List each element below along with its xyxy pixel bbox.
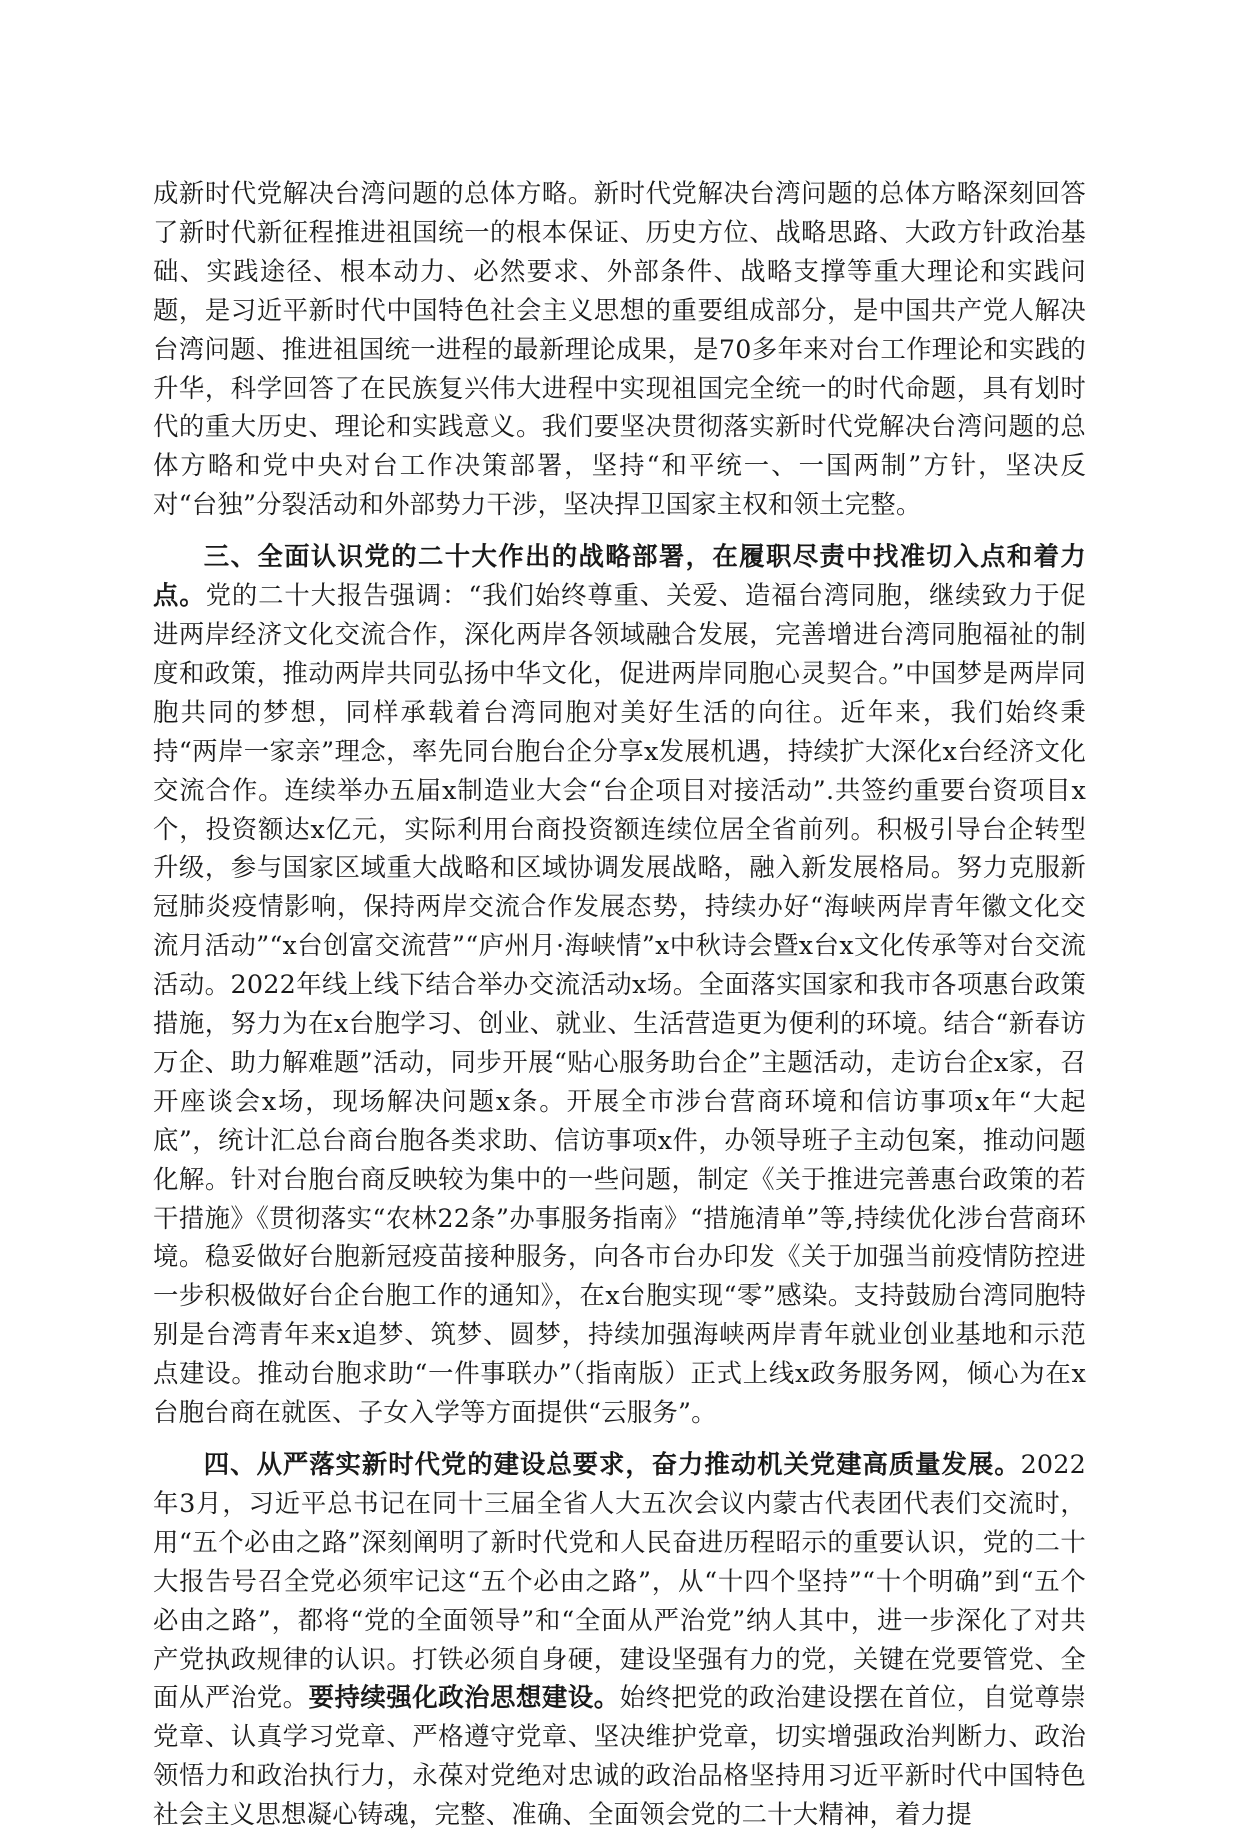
paragraph-text: 始终把党的政治建设摆在首位，自觉尊崇党章、认真学习党章、严格遵守党章、坚决维护党章，切实增强政治判断力、政治领悟力和政治执行力，永葆对党绝对忠诚的政治品格坚持用习近平新时代中国特色社会主义思想凝心铸魂，完整、准确、全面领会党的二十大精神，着力提 xyxy=(153,1682,1086,1830)
paragraph-section-three xyxy=(153,537,1086,1432)
paragraph-section-four xyxy=(153,1445,1086,1834)
paragraph-text: 成新时代党解决台湾问题的总体方略。新时代党解决台湾问题的总体方略深刻回答了新时代新征程推进祖国统一的根本保证、历史方位、战略思路、大政方针政治基础、实践途径、根本动力、必然要求、外部条件、战略支撑等重大理论和实践问题，是习近平新时代中国特色社会主义思想的重要组成部分，是中国共产党人解决台湾问题、推进祖国统一进程的最新理论成果，是70多年来对台工作理论和实践的升华，科学回答了在民族复兴伟大进程中实现祖国完全统一的时代命题，具有划时代的重大历史、理论和实践意义。我们要坚决贯彻落实新时代党解决台湾问题的总体方略和党中央对台工作决策部署，坚持“和平统一、一国两制”方针，坚决反对“台独”分裂活动和外部势力干涉，坚决捍卫国家主权和领土完整。 xyxy=(153,178,1086,520)
section-heading: 三、全面认识党的二十大作出的战略部署，在履职尽责中找准切入点和着力点。 xyxy=(153,541,1086,611)
sub-heading: 要持续强化政治思想建设。 xyxy=(308,1682,620,1713)
paragraph-text: 2022年3月，习近平总书记在同十三届全省人大五次会议内蒙古代表团代表们交流时，用“五个必由之路”深刻阐明了新时代党和人民奋进历程昭示的重要认识，党的二十大报告号召全党必须牢记这“五个必由之路”，从“十四个坚持”“十个明确”到“五个必由之路”，都将“党的全面领导”和“全面从严治党”纳人其中，进一步深化了对共产党执政规律的认识。打铁必须自身硬，建设坚强有力的党，关键在党要管党、全面从严治党。 xyxy=(153,1449,1086,1713)
body-text xyxy=(153,174,1086,1834)
paragraph-text: 党的二十大报告强调：“我们始终尊重、关爱、造福台湾同胞，继续致力于促进两岸经济文化交流合作，深化两岸各领域融合发展，完善增进台湾同胞福祉的制度和政策，推动两岸共同弘扬中华文化，促进两岸同胞心灵契合。”中国梦是两岸同胞共同的梦想，同样承载着台湾同胞对美好生活的向往。近年来，我们始终秉持“两岸一家亲”理念，率先同台胞台企分享x发展机遇，持续扩大深化x台经济文化交流合作。连续举办五届x制造业大会“台企项目对接活动”.共签约重要台资项目x个，投资额达x亿元，实际利用台商投资额连续位居全省前列。积极引导台企转型升级，参与国家区域重大战略和区域协调发展战略，融入新发展格局。努力克服新冠肺炎疫情影响，保持两岸交流合作发展态势，持续办好“海峡两岸青年徽文化交流月活动”“x台创富交流营”“庐州月·海峡情”x中秋诗会暨x台x文化传承等对台交流活动。2022年线上线下结合举办交流活动x场。全面落实国家和我市各项惠台政策措施，努力为在x台胞学习、创业、就业、生活营造更为便利的环境。结合“新春访万企、助力解难题”活动，同步开展“贴心服务助台企”主题活动，走访台企x家，召开座谈会x场，现场解决问题x条。开展全市涉台营商环境和信访事项x年“大起底”，统计汇总台商台胞各类求助、信访事项x件，办领导班子主动包案，推动问题化解。针对台胞台商反映较为集中的一些问题，制定《关于推进完善惠台政策的若干措施》《贯彻落实“农林22条”办事服务指南》“措施清单”等,持续优化涉台营商环境。稳妥做好台胞新冠疫苗接种服务，向各市台办印发《关于加强当前疫情防控进一步积极做好台企台胞工作的通知》，在x台胞实现“零”感染。支持鼓励台湾同胞特别是台湾青年来x追梦、筑梦、圆梦，持续加强海峡两岸青年就业创业基地和示范点建设。推动台胞求助“一件事联办”（指南版）正式上线x政务服务网，倾心为在x台胞台商在就医、子女入学等方面提供“云服务”。 xyxy=(153,580,1086,1428)
section-heading: 四、从严落实新时代党的建设总要求，奋力推动机关党建高质量发展。 xyxy=(203,1449,1021,1479)
paragraph-continuation xyxy=(153,174,1086,524)
